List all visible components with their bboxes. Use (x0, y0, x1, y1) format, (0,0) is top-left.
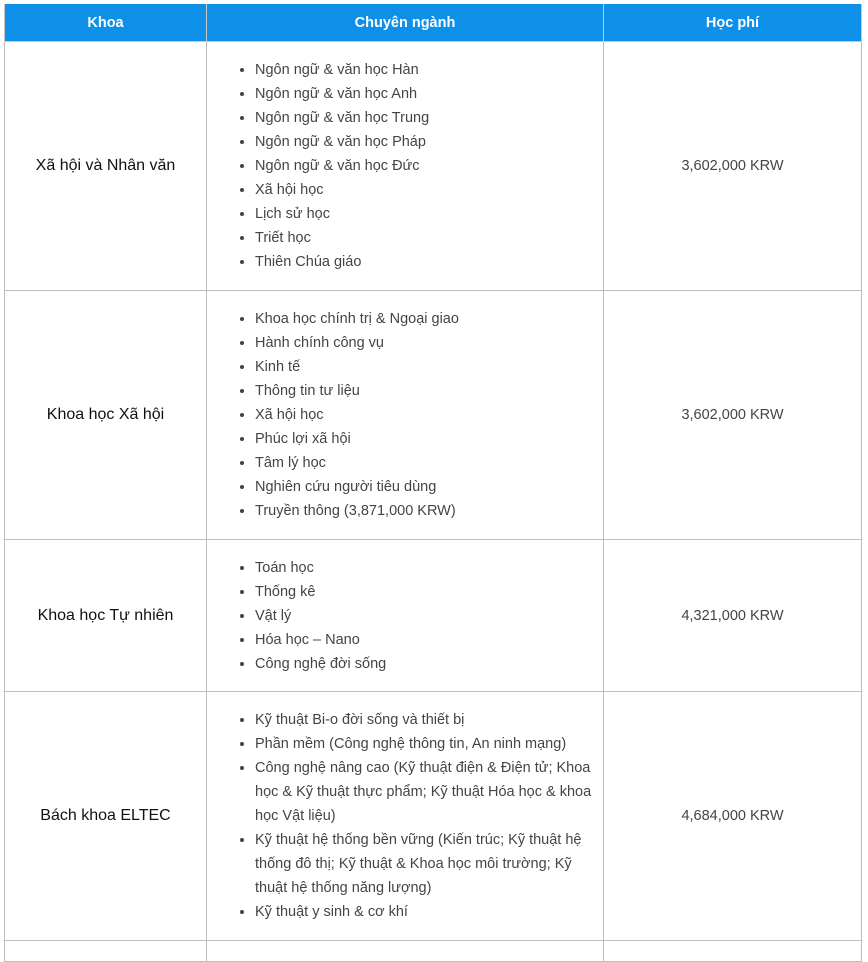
table-row (5, 291, 862, 540)
majors-cell (207, 540, 604, 692)
major-item: • Nghiên cứu người tiêu dùng (255, 475, 593, 499)
major-item: • Công nghệ đời sống (255, 652, 593, 676)
header-faculty: Khoa (5, 4, 207, 42)
major-item: • Toán học (255, 556, 593, 580)
major-item: • Ngôn ngữ & văn học Hàn (255, 58, 593, 82)
major-item: • Công nghệ nâng cao (Kỹ thuật điện & Điện tử; Khoa học & Kỹ thuật thực phẩm; Kỹ thuật Hóa học & khoa học Vật liệu) (255, 756, 593, 828)
majors-list (207, 58, 603, 274)
fee-cell: 3,602,000 KRW (604, 42, 862, 291)
tuition-table-container (4, 4, 861, 962)
major-item: • Tâm lý học (255, 451, 593, 475)
major-item: • Kỹ thuật hệ thống bền vững (Kiến trúc; Kỹ thuật hệ thống đô thị; Kỹ thuật & Khoa học môi trường; Kỹ thuật hệ thống năng lượng) (255, 828, 593, 900)
major-item: • Thiên Chúa giáo (255, 250, 593, 274)
fee-cell: 4,321,000 KRW (604, 540, 862, 692)
major-item: • Hóa học – Nano (255, 628, 593, 652)
faculty-cell: Xã hội và Nhân văn (5, 42, 207, 291)
major-item: • Truyền thông (3,871,000 KRW) (255, 499, 593, 523)
faculty-cell: Bách khoa ELTEC (5, 692, 207, 941)
major-item: • Phần mềm (Công nghệ thông tin, An ninh mạng) (255, 732, 593, 756)
majors-cell (207, 291, 604, 540)
fee-cell: 3,602,000 KRW (604, 291, 862, 540)
major-item: • Ngôn ngữ & văn học Pháp (255, 130, 593, 154)
major-item: • Lịch sử học (255, 202, 593, 226)
major-item: • Phúc lợi xã hội (255, 427, 593, 451)
majors-cell (207, 692, 604, 941)
header-fee: Học phí (604, 4, 862, 42)
major-item: • Xã hội học (255, 178, 593, 202)
majors-list (207, 307, 603, 523)
faculty-cell (5, 941, 207, 962)
fee-cell (604, 941, 862, 962)
major-item: • Hành chính công vụ (255, 331, 593, 355)
majors-list (207, 556, 603, 676)
major-item: • Ngôn ngữ & văn học Anh (255, 82, 593, 106)
major-item: • Thông tin tư liệu (255, 379, 593, 403)
table-row-partial (5, 941, 862, 962)
major-item: • Xã hội học (255, 403, 593, 427)
major-item: • Kỹ thuật Bi-o đời sống và thiết bị (255, 708, 593, 732)
header-majors: Chuyên ngành (207, 4, 604, 42)
faculty-cell: Khoa học Xã hội (5, 291, 207, 540)
major-item: • Ngôn ngữ & văn học Trung (255, 106, 593, 130)
major-item: • Kinh tế (255, 355, 593, 379)
major-item: • Thống kê (255, 580, 593, 604)
major-item: • Khoa học chính trị & Ngoại giao (255, 307, 593, 331)
tuition-table (4, 4, 862, 962)
major-item: • Triết học (255, 226, 593, 250)
table-row (5, 540, 862, 692)
majors-list (207, 708, 603, 924)
major-item: • Ngôn ngữ & văn học Đức (255, 154, 593, 178)
major-item: • Vật lý (255, 604, 593, 628)
fee-cell: 4,684,000 KRW (604, 692, 862, 941)
table-header-row (5, 4, 862, 42)
faculty-cell: Khoa học Tự nhiên (5, 540, 207, 692)
table-row (5, 42, 862, 291)
table-row (5, 692, 862, 941)
majors-cell (207, 941, 604, 962)
major-item: • Kỹ thuật y sinh & cơ khí (255, 900, 593, 924)
majors-cell (207, 42, 604, 291)
